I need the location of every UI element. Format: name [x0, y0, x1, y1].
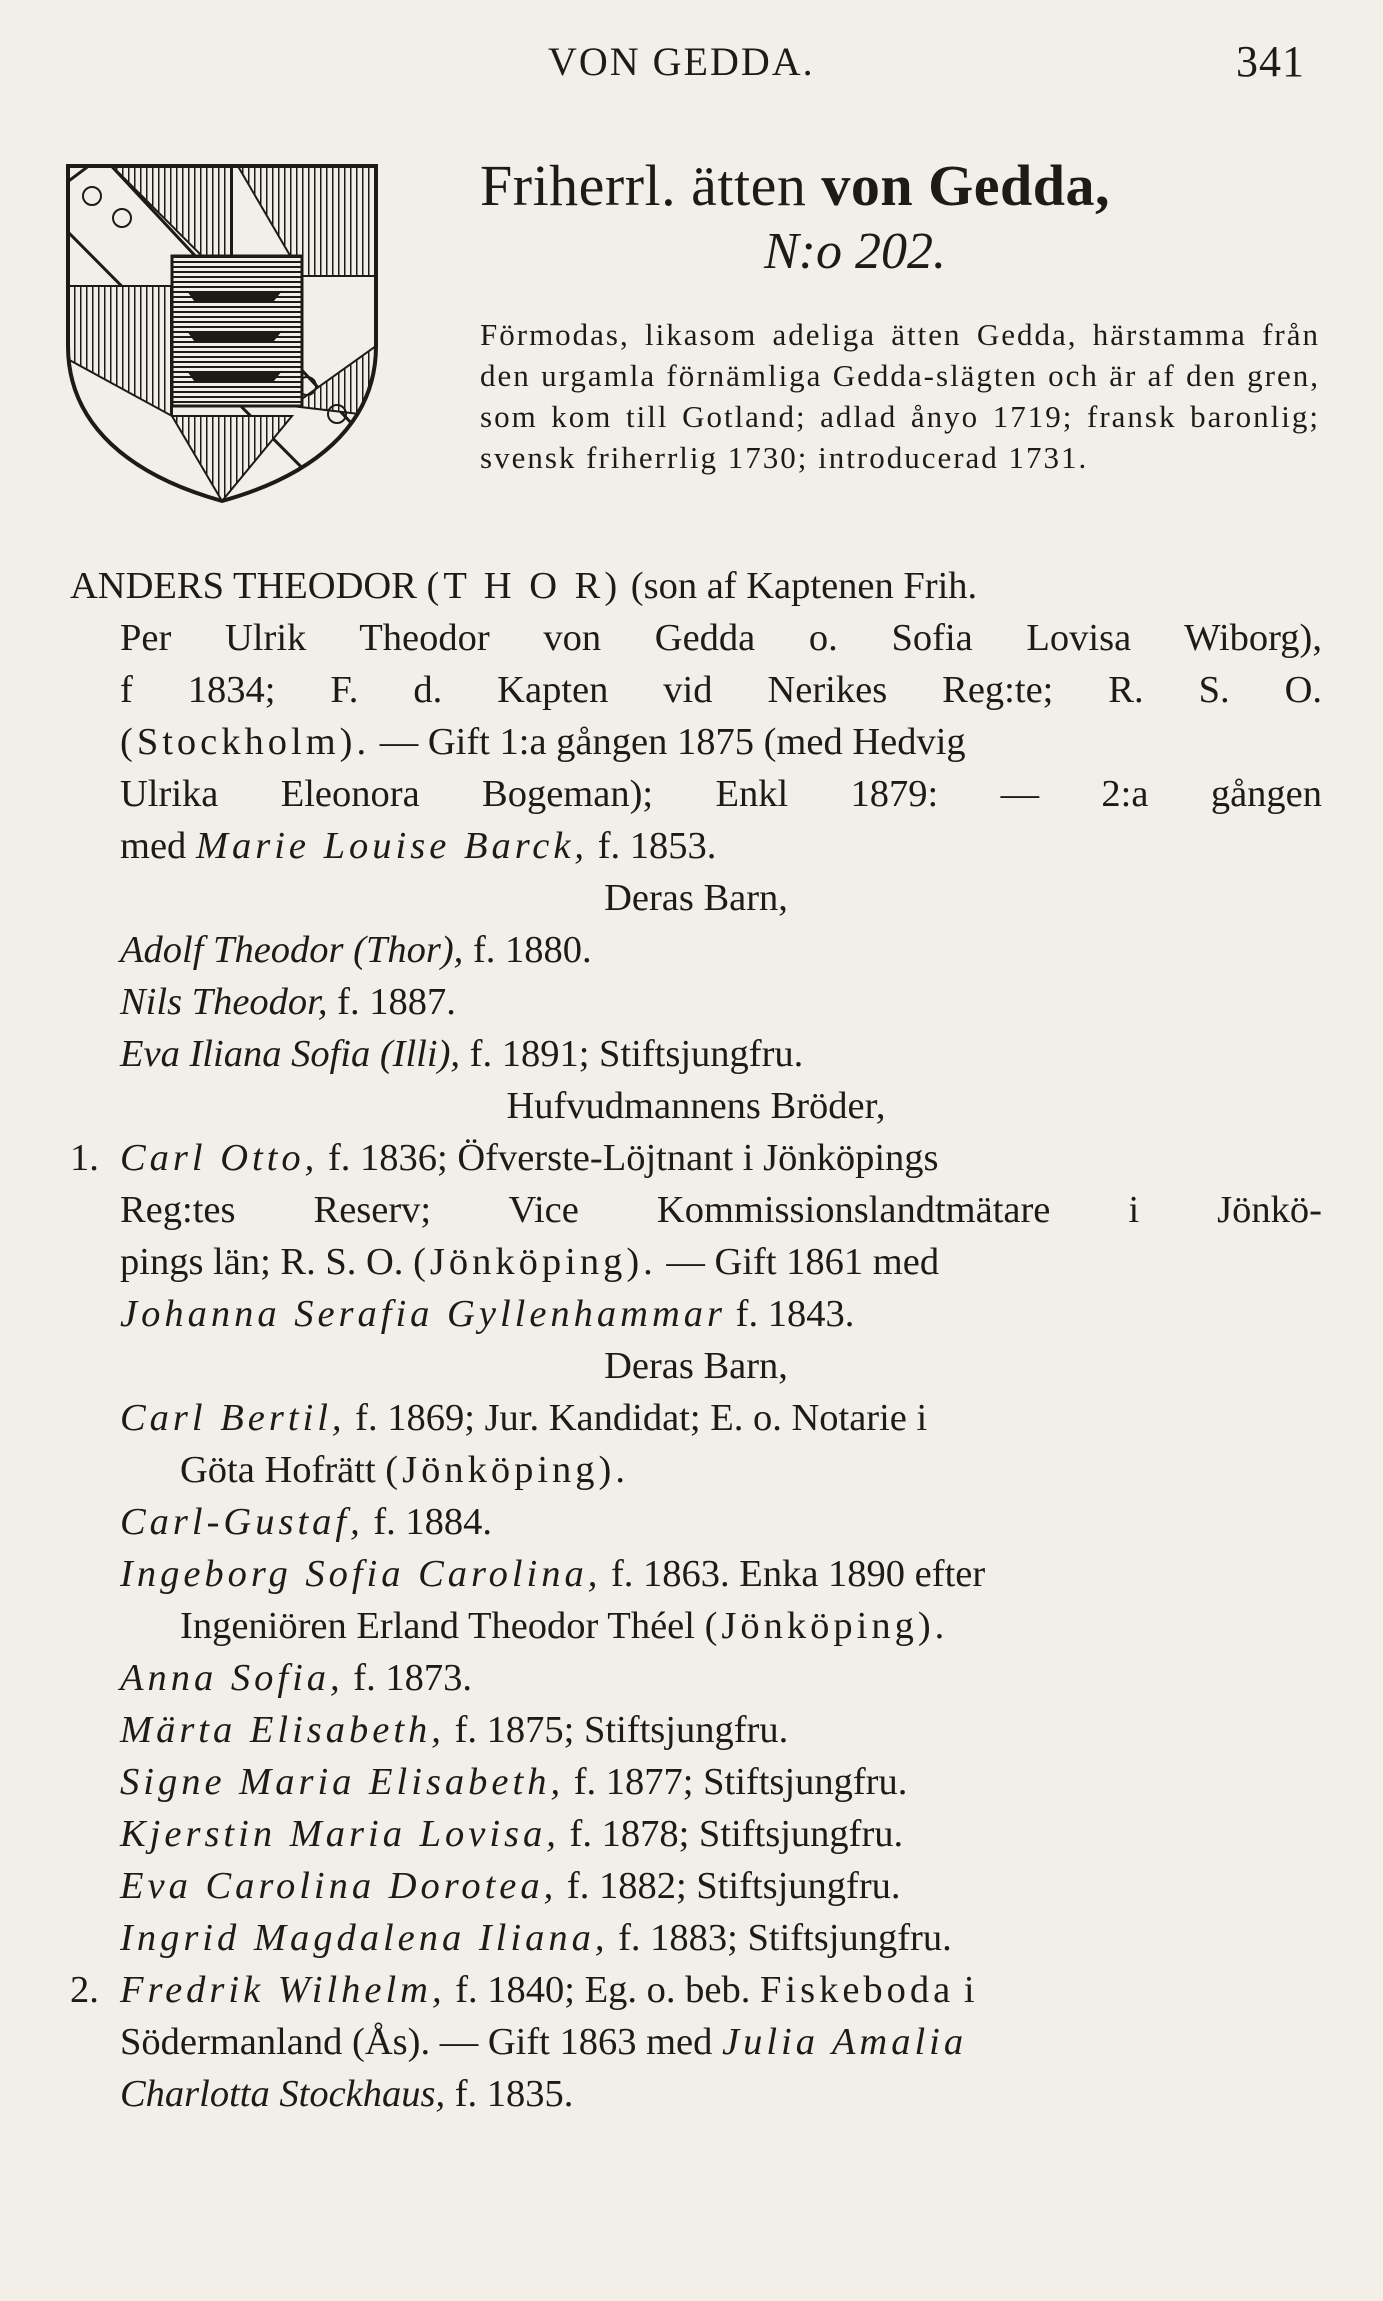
- head-parent-intro: (son af Kaptenen Frih.: [621, 565, 978, 607]
- title-prefix: Friherrl. ätten: [480, 153, 822, 218]
- child-residence: (Jönköping).: [704, 1605, 949, 1647]
- family-title: [480, 150, 1320, 222]
- brother-2-line-2: [70, 2016, 1322, 2068]
- child-name: Adolf Theodor (Thor),: [120, 929, 464, 971]
- title-family-name: von Gedda,: [821, 153, 1111, 218]
- brother-1-spouse-born: f. 1843.: [726, 1293, 855, 1335]
- child-entry: [70, 1912, 1322, 1964]
- brother-2-spouse-last: Charlotta Stockhaus,: [120, 2073, 446, 2115]
- child-court: Göta Hofrätt: [180, 1449, 386, 1491]
- brother-2-spouse-first: Julia Amalia: [722, 2021, 968, 2063]
- head-line-4: [70, 716, 1322, 768]
- head-name: ANDERS THEODOR: [70, 565, 417, 607]
- child-details: f. 1884.: [363, 1501, 493, 1543]
- child-entry: [70, 924, 1322, 976]
- brother-1-county: pings län; R. S. O.: [120, 1241, 414, 1283]
- running-title: VON GEDDA.: [548, 39, 815, 84]
- head-with: med: [120, 825, 196, 867]
- brother-2-line-1: [70, 1964, 1322, 2016]
- child-name: Anna Sofia,: [120, 1657, 344, 1699]
- child-name: Carl-Gustaf,: [120, 1501, 364, 1543]
- head-marriage-1: — Gift 1:a gången 1875 (med Hedvig: [370, 721, 966, 763]
- brother-2-details: f. 1840; Eg. o. beb.: [445, 1969, 760, 2011]
- brothers-heading: Hufvudmannens Bröder,: [506, 1085, 886, 1127]
- child-entry: [70, 1028, 1322, 1080]
- child-details: f. 1882; Stiftsjungfru.: [557, 1865, 901, 1907]
- child-name: Kjerstin Maria Lovisa,: [120, 1813, 560, 1855]
- brother-2-marriage: Södermanland (Ås). — Gift 1863 med: [120, 2021, 722, 2063]
- head-line-3: f 1834; F. d. Kapten vid Nerikes Reg:te; R. S. O.: [120, 669, 1322, 711]
- child-entry: [70, 1704, 1322, 1756]
- child-name: Ingrid Magdalena Iliana,: [120, 1917, 609, 1959]
- brother-1-residence: (Jönköping).: [413, 1241, 657, 1283]
- head-line-1: [70, 560, 1322, 612]
- child-name: Nils Theodor,: [120, 981, 328, 1023]
- child-details: f. 1878; Stiftsjungfru.: [559, 1813, 904, 1855]
- brother-1-line-2: Reg:tes Reserv; Vice Kommissionslandtmätare i Jönkö-: [120, 1189, 1322, 1231]
- child-entry: [70, 1652, 1322, 1704]
- child-details: f. 1869; Jur. Kandidat; E. o. Notarie i: [345, 1397, 928, 1439]
- child-entry: [70, 976, 1322, 1028]
- child-details: f. 1880.: [463, 929, 592, 971]
- child-husband: Ingeniören Erland Theodor Théel: [180, 1605, 705, 1647]
- child-details: f. 1875; Stiftsjungfru.: [444, 1709, 789, 1751]
- child-name: Ingeborg Sofia Carolina,: [120, 1553, 602, 1595]
- child-details: f. 1863. Enka 1890 efter: [601, 1553, 986, 1595]
- brother-2-estate: Fiskeboda: [759, 1969, 955, 2011]
- family-introduction: Förmodas, likasom adeliga ätten Gedda, härstamma från den urgamla förnämliga Gedda-slägten och är af den gren, som kom till Gotland; adlad ånyo 1719; fransk baronlig; svensk friherrlig 1730; introducerad 1731.: [480, 317, 1320, 475]
- child-name: Märta Elisabeth,: [120, 1709, 445, 1751]
- children-heading-1: Deras Barn,: [604, 877, 788, 919]
- genealogy-text: [70, 560, 1322, 2120]
- coat-of-arms-icon: [62, 156, 382, 508]
- child-name: Eva Iliana Sofia (Illi),: [120, 1033, 461, 1075]
- head-wife: Marie Louise Barck,: [195, 825, 589, 867]
- child-details: f. 1873.: [343, 1657, 472, 1699]
- child-entry: [70, 1496, 1322, 1548]
- brother-2-line-3: [70, 2068, 1322, 2120]
- brother-2-number: 2.: [70, 1969, 99, 2011]
- brother-1-details: f. 1836; Öfverste-Löjtnant i Jönköpings: [318, 1137, 939, 1179]
- head-line-5: Ulrika Eleonora Bogeman); Enkl 1879: — 2:a gången: [120, 773, 1322, 815]
- child-details: f. 1891; Stiftsjungfru.: [460, 1033, 804, 1075]
- child-name: Eva Carolina Dorotea,: [120, 1865, 558, 1907]
- child-name: Carl Bertil,: [120, 1397, 346, 1439]
- child-details: f. 1883; Stiftsjungfru.: [608, 1917, 952, 1959]
- child-details: f. 1887.: [327, 981, 456, 1023]
- brother-2-spouse-born: f. 1835.: [445, 2073, 574, 2115]
- page-number: 341: [1236, 37, 1305, 86]
- head-line-6: [70, 820, 1322, 872]
- page-header: [0, 32, 1383, 88]
- family-number: N:o 202.: [764, 223, 946, 280]
- brother-1-number: 1.: [70, 1137, 99, 1179]
- child-entry: [70, 1860, 1322, 1912]
- child-entry-continued: [70, 1444, 1322, 1496]
- brother-1-line-1: [70, 1132, 1322, 1184]
- child-entry: [70, 1548, 1322, 1600]
- title-block: [480, 150, 1320, 478]
- brother-1-spouse: Johanna Serafia Gyllenhammar: [120, 1293, 727, 1335]
- brother-1-line-4: [70, 1288, 1322, 1340]
- brother-1-line-3: [70, 1236, 1322, 1288]
- head-nickname: (T H O R): [426, 565, 622, 607]
- child-entry: [70, 1392, 1322, 1444]
- child-residence: (Jönköping).: [385, 1449, 629, 1491]
- head-wife-born: f. 1853.: [588, 825, 717, 867]
- child-entry: [70, 1756, 1322, 1808]
- child-entry: [70, 1808, 1322, 1860]
- child-details: f. 1877; Stiftsjungfru.: [564, 1761, 908, 1803]
- brother-2-in: i: [954, 1969, 975, 2011]
- brother-1-marriage: — Gift 1861 med: [656, 1241, 940, 1283]
- child-entry-continued: [70, 1600, 1322, 1652]
- child-name: Signe Maria Elisabeth,: [120, 1761, 565, 1803]
- brother-2-name: Fredrik Wilhelm,: [120, 1969, 446, 2011]
- head-residence: (Stockholm).: [120, 721, 371, 763]
- brother-1-name: Carl Otto,: [120, 1137, 319, 1179]
- children-heading-2: Deras Barn,: [604, 1345, 788, 1387]
- head-line-2: Per Ulrik Theodor von Gedda o. Sofia Lovisa Wiborg),: [120, 617, 1322, 659]
